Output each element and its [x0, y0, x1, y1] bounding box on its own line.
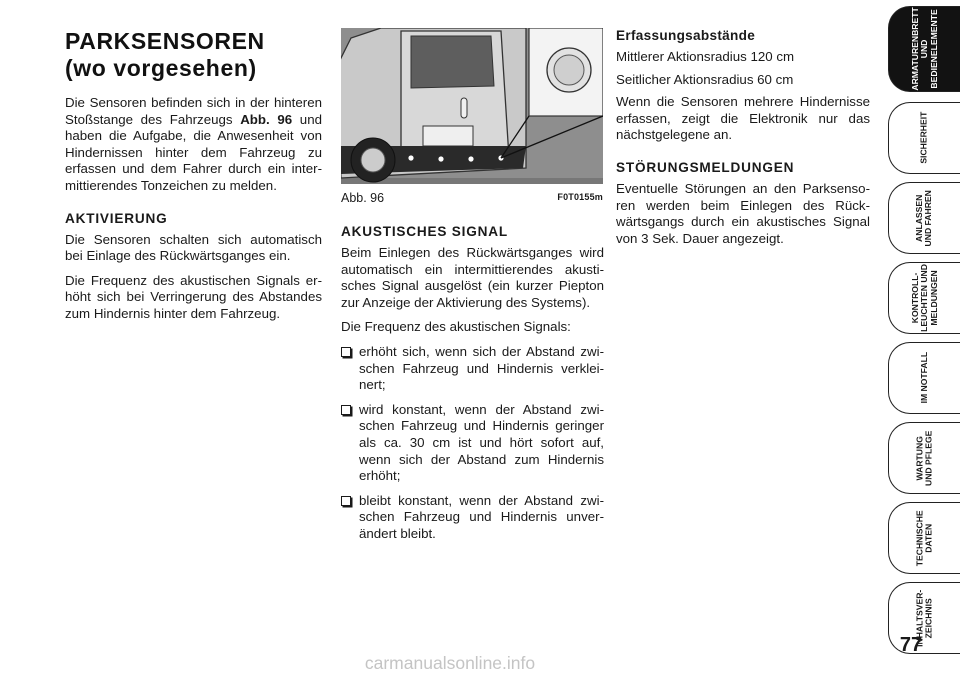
detection-distances-heading: Erfassungsabstände [616, 28, 756, 43]
frequency-list [341, 344, 604, 543]
page-number: 77 [899, 634, 923, 656]
tab-label: WARTUNG UND PFLEGE [914, 430, 934, 486]
checkbox-bullet-icon [341, 496, 351, 506]
figure-code: F0T0155m [557, 192, 603, 202]
column-right [616, 28, 870, 255]
fault-messages-heading: STÖRUNGSMELDUNGEN [616, 159, 795, 175]
activation-paragraph-1: Die Sensoren schalten sich automatisch bei Einlage des Rückwärtsganges ein. [65, 231, 322, 264]
figure-van-rear-sensors [341, 28, 603, 184]
activation-paragraph-2: Die Frequenz des akustischen Signals erhöht sich bei Verringerung des Abstandes zum Hindernis hinter dem Fahrzeug. [65, 272, 322, 321]
list-item-text: wird konstant, wenn der Abstand zwischen Fahrzeug und Hindernis geringer als ca. 30 cm ist und hört sofort auf, wenn sich der Abstand zum Hindernis erhöht; [359, 401, 604, 484]
checkbox-bullet-icon [341, 347, 351, 357]
tab-label: INHALTSVER- ZEICHNIS [914, 589, 934, 647]
title-line-1: PARKSENSOREN [65, 28, 265, 54]
tab-label: IM NOTFALL [918, 352, 929, 404]
tab-label: SICHERHEIT [918, 111, 929, 165]
tab-maintenance[interactable] [888, 422, 960, 494]
tab-label: TECHNISCHE DATEN [914, 510, 934, 566]
detection-line-1: Mittlerer Aktionsradius 120 cm [616, 49, 795, 64]
figure-caption-row [341, 191, 603, 205]
column-middle [341, 224, 604, 551]
watermark: carmanualsonline.info [364, 653, 536, 673]
acoustic-signal-heading: AKUSTISCHES SIGNAL [341, 224, 508, 239]
list-item [341, 402, 604, 485]
list-item-text: erhöht sich, wenn sich der Abstand zwischen Fahrzeug und Hindernis verkleinert; [359, 343, 604, 393]
acoustic-signal-paragraph-1: Beim Einlegen des Rückwärtsganges wird automatisch ein intermittierendes akustisches Signal ausgelöst (ein kurzer Piepton zur Anzeige der Aktivierung des Systems). [341, 245, 604, 310]
fault-messages-paragraph: Eventuelle Störungen an den Parksensoren werden beim Einlegen des Rückwärtsgangs durch ein akustisches Signal von 3 Sek. Dauer angezeigt. [616, 180, 870, 246]
title-line-2: (wo vorgesehen) [65, 55, 257, 81]
column-left [65, 28, 322, 331]
intro-paragraph [65, 95, 322, 195]
intro-text-2: und haben die Aufgabe, die Anwesenheit von Hindernissen hinter dem Fahrzeug zu erfassen und dem Fahrer durch ein intermittierendes Tonzeichen zu melden. [65, 111, 322, 193]
activation-heading: AKTIVIERUNG [65, 210, 168, 226]
figure-caption: Abb. 96 [341, 191, 385, 205]
checkbox-bullet-icon [341, 405, 351, 415]
page-title [65, 28, 322, 82]
list-item [341, 493, 604, 543]
detection-paragraph: Wenn die Sensoren mehrere Hindernisse erfassen, zeigt die Elektronik nur das nächstgelegene an. [616, 94, 870, 143]
tab-dashboard-controls[interactable] [888, 6, 960, 92]
chapter-tabs [888, 0, 960, 677]
tab-label: ANLASSEN UND FAHREN [914, 189, 934, 247]
tab-warning-lights[interactable] [888, 262, 960, 334]
tab-safety[interactable] [888, 102, 960, 174]
tab-technical-data[interactable] [888, 502, 960, 574]
list-item [341, 344, 604, 394]
intro-text: Die Sensoren befinden sich in der hinteren Stoßstange des Fahrzeugs [65, 95, 322, 127]
list-item-text: bleibt konstant, wenn der Abstand zwischen Fahrzeug und Hindernis unverändert bleibt. [359, 492, 604, 541]
figure-reference: Abb. 96 [240, 111, 293, 127]
detection-line-2: Seitlicher Aktionsradius 60 cm [616, 71, 794, 87]
tab-emergency[interactable] [888, 342, 960, 414]
van-rear-illustration [341, 28, 603, 184]
acoustic-signal-paragraph-2: Die Frequenz des akustischen Signals: [341, 319, 571, 335]
tab-label: KONTROLL- LEUCHTEN UND MELDUNGEN [909, 264, 939, 332]
tab-label: ARMATURENBRETT UND BEDIENELEMENTE [909, 7, 939, 91]
tab-starting-driving[interactable] [888, 182, 960, 254]
